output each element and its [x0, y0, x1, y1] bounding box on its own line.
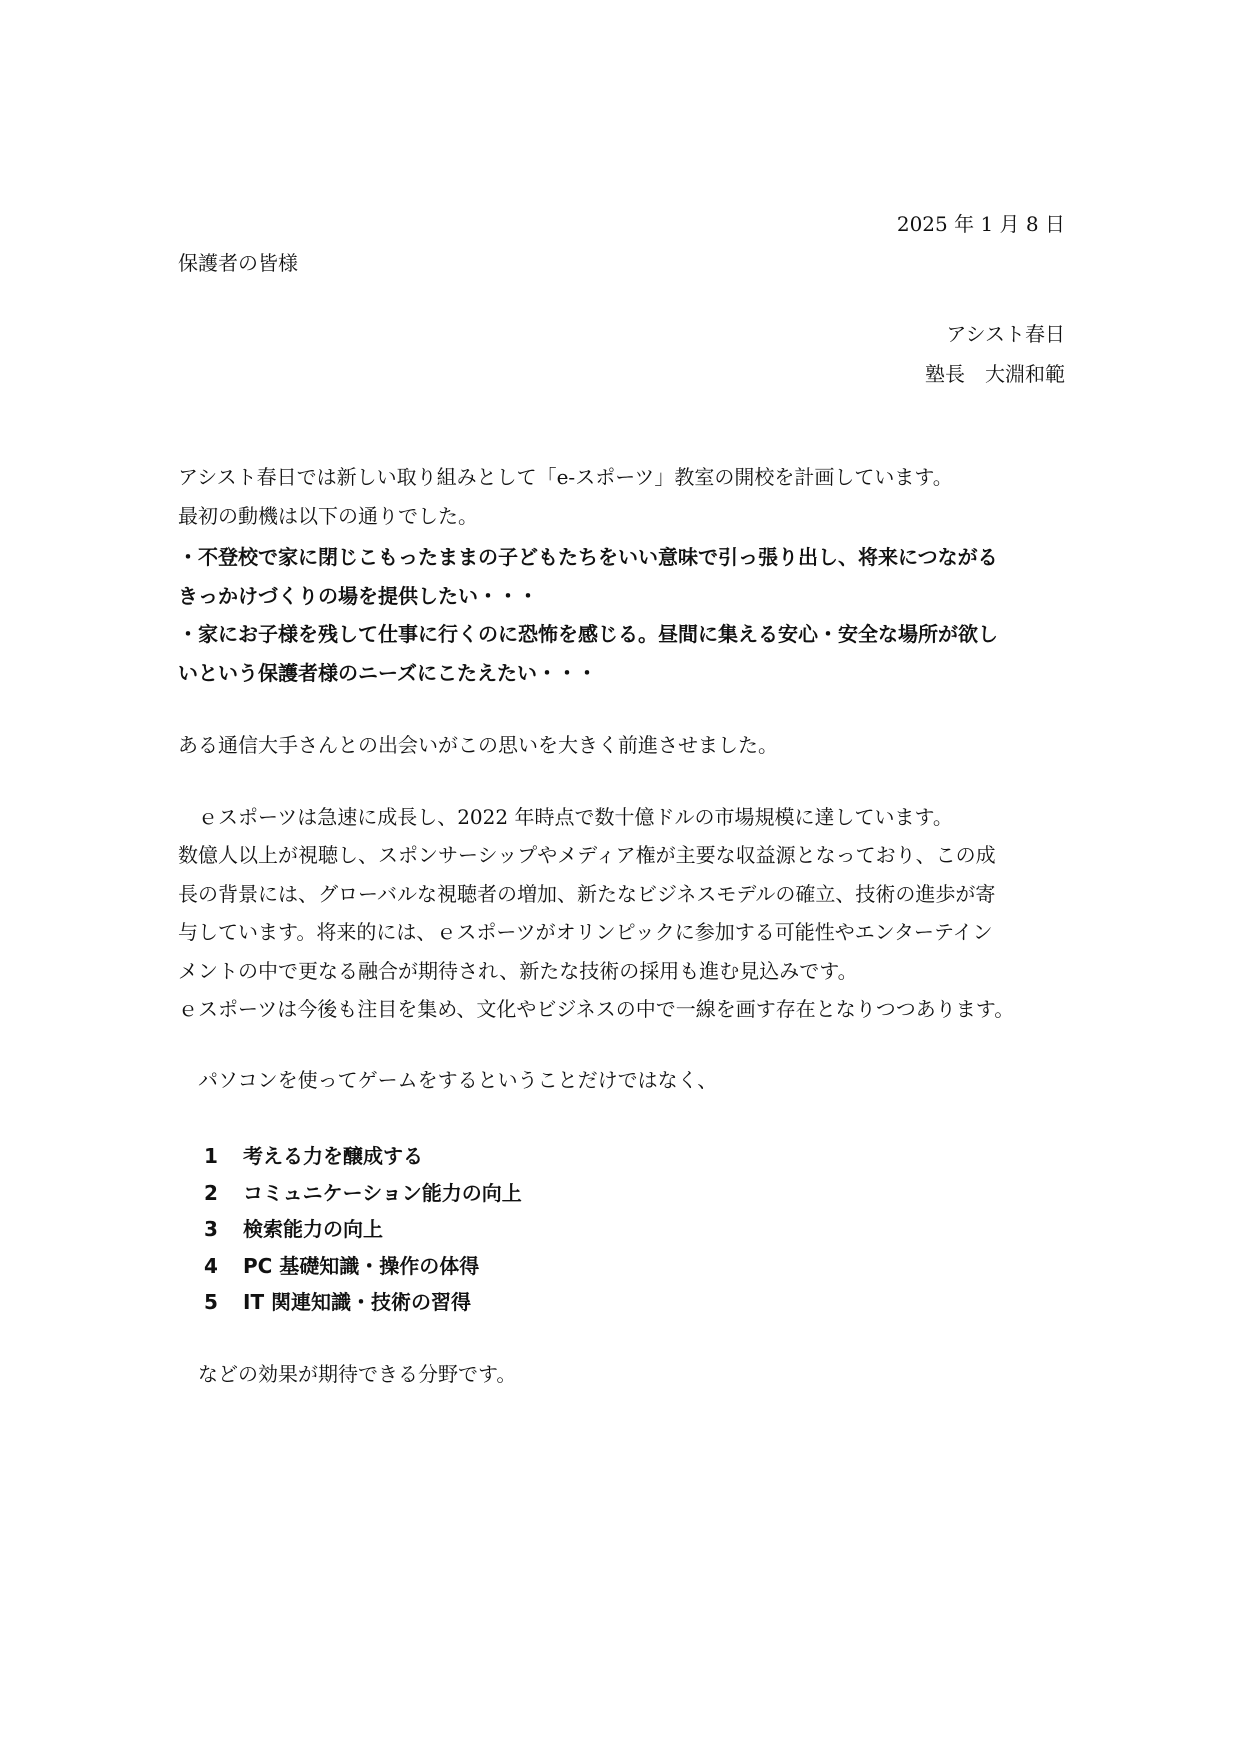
list-item-number: 4 [204, 1254, 218, 1278]
meeting-paragraph: ある通信大手さんとの出会いがこの思いを大きく前進させました。 [178, 733, 778, 757]
not-only-line: パソコンを使ってゲームをするということだけではなく、 [198, 1068, 718, 1092]
list-item-number: 3 [204, 1217, 218, 1241]
esports-line-3: 長の背景には、グローバルな視聴者の増加、新たなビジネスモデルの確立、技術の進歩が寄 [178, 882, 996, 906]
letter-recipient: 保護者の皆様 [178, 251, 298, 275]
intro-line-2: 最初の動機は以下の通りでした。 [178, 504, 478, 528]
list-item-number: 2 [204, 1181, 218, 1205]
intro-line-1: アシスト春日では新しい取り組みとして「e-スポーツ」教室の開校を計画しています。 [178, 465, 953, 489]
list-item-text: コミュニケーション能力の向上 [243, 1181, 522, 1205]
motive-line-4: いという保護者様のニーズにこたえたい・・・ [178, 661, 597, 685]
esports-line-5: メントの中で更なる融合が期待され、新たな技術の採用も進む見込みです。 [178, 959, 858, 983]
esports-line-1: ｅスポーツは急速に成長し、2022 年時点で数十億ドルの市場規模に達しています。 [198, 805, 953, 829]
list-item-number: 1 [204, 1144, 218, 1168]
closing-line: などの効果が期待できる分野です。 [198, 1362, 517, 1386]
list-item-text: 検索能力の向上 [243, 1217, 383, 1241]
sender-name: 塾長 大淵和範 [925, 362, 1065, 386]
letter-date: 2025 年 1 月 8 日 [896, 212, 1065, 236]
motive-line-3: ・家にお子様を残して仕事に行くのに恐怖を感じる。昼間に集える安心・安全な場所が欲し [178, 622, 998, 646]
esports-line-2: 数億人以上が視聴し、スポンサーシップやメディア権が主要な収益源となっており、この成 [178, 843, 996, 867]
list-item-text: 考える力を醸成する [243, 1144, 423, 1168]
list-item-text: PC 基礎知識・操作の体得 [243, 1254, 480, 1278]
list-item-text: IT 関連知識・技術の習得 [243, 1290, 472, 1314]
esports-line-6: ｅスポーツは今後も注目を集め、文化やビジネスの中で一線を画す存在となりつつあります。 [178, 997, 1015, 1021]
motive-line-1: ・不登校で家に閉じこもったままの子どもたちをいい意味で引っ張り出し、将来につながる [178, 545, 998, 569]
list-item-number: 5 [204, 1290, 218, 1314]
esports-line-4: 与しています。将来的には、ｅスポーツがオリンピックに参加する可能性やエンターテイン [178, 920, 993, 944]
sender-organization: アシスト春日 [946, 322, 1065, 346]
motive-line-2: きっかけづくりの場を提供したい・・・ [178, 584, 538, 608]
